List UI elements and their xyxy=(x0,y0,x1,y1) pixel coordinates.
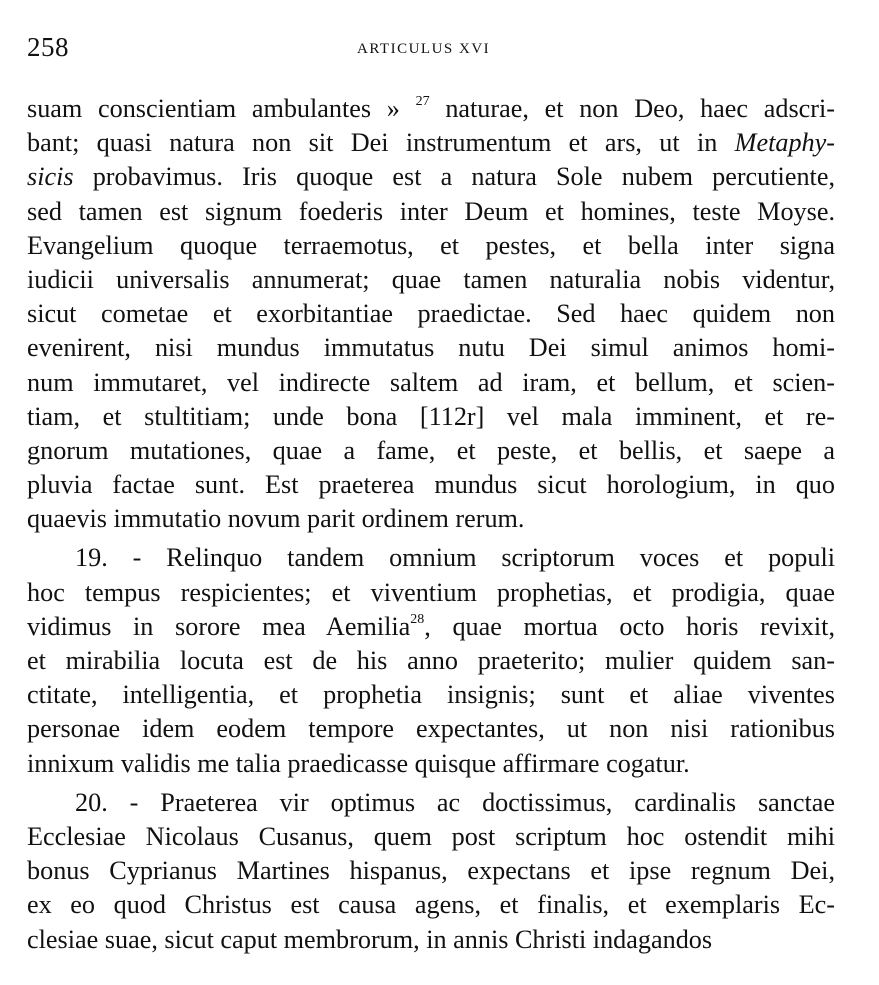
text-line: gnorum mutationes, quae a fame, et peste, et bellis, et saepe a xyxy=(27,435,835,465)
text-line: Ecclesiae Nicolaus Cusanus, quem post scriptum hoc ostendit mihi xyxy=(27,821,835,851)
footnote-marker: 27 xyxy=(415,94,430,110)
footnote-marker: 28 xyxy=(410,612,425,628)
body-text xyxy=(27,92,835,957)
text-line: Evangelium quoque terraemotus, et pestes, et bella inter signa xyxy=(27,230,835,260)
text-line: ctitate, intelligentia, et prophetia insignis; sunt et aliae viventes xyxy=(27,680,835,710)
text-line: 20. - Praeterea vir optimus ac doctissimus, cardinalis sanctae xyxy=(75,787,835,817)
page-header xyxy=(27,0,835,90)
text-line: personae idem eodem tempore expectantes, ut non nisi rationibus xyxy=(27,714,835,744)
text-line: bonus Cyprianus Martines hispanus, expectans et ipse regnum Dei, xyxy=(27,856,835,886)
running-title: ARTICULUS XVI xyxy=(357,41,491,57)
text-line: suam conscientiam ambulantes » $^{27}$ naturae, et non Deo, haec adscri- xyxy=(27,94,835,123)
text-line: innixum validis me talia praedicasse quisque affirmare cogatur. xyxy=(27,748,690,778)
text-line: vidimus in sorore mea Aemilia$^{28}$, quae mortua octo horis revixit, xyxy=(27,611,835,641)
text-line: quaevis immutatio novum parit ordinem rerum. xyxy=(27,504,525,534)
text-line: et mirabilia locuta est de his anno praeterito; mulier quidem san- xyxy=(27,646,835,675)
text-line: sicis probavimus. Iris quoque est a natura Sole nubem percutiente, xyxy=(27,162,835,192)
text-line: clesiae suae, sicut caput membrorum, in annis Christi indagandos xyxy=(27,924,713,954)
text-line: bant; quasi natura non sit Dei instrumentum et ars, ut in Metaphy- xyxy=(27,128,835,158)
text-line: 19. - Relinquo tandem omnium scriptorum voces et populi xyxy=(75,543,835,573)
text-line: pluvia factae sunt. Est praeterea mundus sicut horologium, in quo xyxy=(27,470,835,500)
text-line: hoc tempus respicientes; et viventium prophetias, et prodigia, quae xyxy=(27,577,835,607)
book-page xyxy=(27,0,835,954)
italic-title: Metaphy- xyxy=(734,128,835,158)
text-line: ex eo quod Christus est causa agens, et finalis, et exemplaris Ec- xyxy=(27,890,835,920)
text-line: sed tamen est signum foederis inter Deum et homines, teste Moyse. xyxy=(27,196,835,226)
text-line: iudicii universalis annumerat; quae tamen naturalia nobis videntur, xyxy=(27,264,835,294)
text-line: num immutaret, vel indirecte saltem ad iram, et bellum, et scien- xyxy=(27,367,835,397)
page-number: 258 xyxy=(27,32,69,62)
text-line: sicut cometae et exorbitantiae praedictae. Sed haec quidem non xyxy=(27,299,835,329)
text-line: tiam, et stultitiam; unde bona [112r] vel mala imminent, et re- xyxy=(27,401,835,431)
text-line: evenirent, nisi mundus immutatus nutu Dei simul animos homi- xyxy=(27,333,835,363)
italic-title: sicis xyxy=(27,162,74,192)
